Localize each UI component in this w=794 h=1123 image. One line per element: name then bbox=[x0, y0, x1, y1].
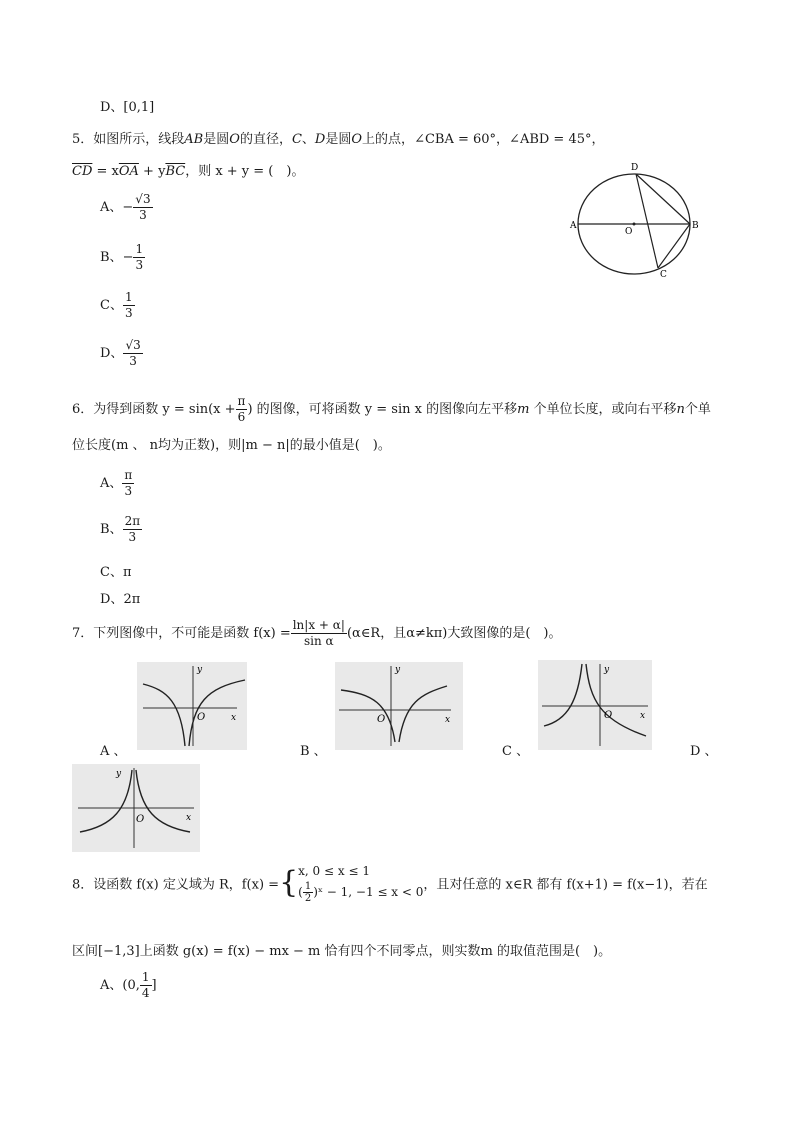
q7-label-a: A 、 bbox=[100, 744, 127, 759]
q7-graph-b bbox=[335, 662, 463, 750]
q5-circle-figure bbox=[568, 160, 702, 280]
svg-text:y: y bbox=[197, 665, 203, 675]
q6-option-c: C、π bbox=[100, 565, 132, 580]
q6-option-a: A、 $\frac{\pi}{3}$ bbox=[100, 468, 133, 498]
svg-text:O: O bbox=[604, 710, 613, 721]
q7-label-c: C 、 bbox=[502, 744, 530, 759]
q7-stem: 7．下列图像中，不可能是函数 f(x) = $\frac{\ln|x + \alpha|}{\text{sin α}}$ (α∈R，且α≠kπ)大致图像的是( )。 bbox=[72, 618, 562, 648]
label-o: O bbox=[625, 227, 633, 237]
segment-dc bbox=[636, 174, 658, 268]
q5-option-d: D、 $\frac{√3}{3}$ bbox=[100, 338, 141, 368]
q5-option-a: A、− $\frac{√3}{3}$ bbox=[100, 192, 151, 222]
label-b: B bbox=[692, 221, 699, 231]
svg-text:y: y bbox=[604, 665, 610, 675]
q7-graph-a bbox=[137, 662, 247, 750]
q7-label-d: D 、 bbox=[690, 744, 718, 759]
q6-line1: 6．为得到函数 y = sin(x + $\frac{\pi}{6}$ ) 的图像，可将函数 y = sin x 的图像向左平移m 个单位长度，或向右平移n个单 bbox=[72, 394, 711, 424]
q6-option-d: D、2π bbox=[100, 592, 141, 607]
q8-line2: 区间[−1,3]上函数 g(x) = f(x) − mx − m 恰有四个不同零点，则实数m 的取值范围是( )。 bbox=[72, 944, 612, 959]
label-a: A bbox=[570, 221, 577, 231]
q5-line2: $\overline{CD} = x\overline{OA} + y\overline{BC}$，则 x + y = ( )。 bbox=[72, 164, 305, 179]
q7-graph-d bbox=[72, 764, 200, 852]
q6-option-b: B、 $\frac{2\pi}{3}$ bbox=[100, 514, 141, 544]
svg-text:y: y bbox=[395, 665, 401, 675]
q5-option-c: C、 $\frac{1}{3}$ bbox=[100, 290, 133, 320]
q5-line1: 5．如图所示，线段AB是圆O的直径，C、D是圆O上的点，∠CBA = 60°，∠ABD = 45°， bbox=[72, 132, 605, 147]
svg-text:O: O bbox=[377, 714, 386, 725]
label-c: C bbox=[660, 270, 667, 280]
q6-line2: 位长度(m 、 n均为正数)，则|m − n|的最小值是( )。 bbox=[72, 438, 391, 453]
label-d: D bbox=[631, 163, 639, 173]
svg-text:x: x bbox=[445, 715, 451, 725]
svg-text:y: y bbox=[116, 769, 122, 779]
q5-option-b: B、− $\frac{1}{3}$ bbox=[100, 242, 144, 272]
svg-text:x: x bbox=[186, 813, 192, 823]
svg-text:O: O bbox=[197, 712, 206, 723]
svg-text:x: x bbox=[640, 711, 646, 721]
prev-option-d: D、[0,1] bbox=[100, 100, 155, 115]
svg-text:O: O bbox=[136, 814, 145, 825]
center-point bbox=[633, 223, 636, 226]
q8-line1: 8．设函数 f(x) 定义域为 R，f(x) ={ x, 0 ≤ x ≤ 1 ( $\frac{1}{2}$ )ˣ − 1, −1 ≤ x < 0 ，且对任意的 x∈R 都有 f(x+1) = f(x−1)，若在 bbox=[72, 864, 708, 904]
q8-option-a: A、(0, $\frac{1}{4}$ ] bbox=[100, 970, 157, 1000]
q7-graph-c bbox=[538, 660, 652, 750]
svg-text:x: x bbox=[231, 713, 237, 723]
q7-label-b: B 、 bbox=[300, 744, 327, 759]
